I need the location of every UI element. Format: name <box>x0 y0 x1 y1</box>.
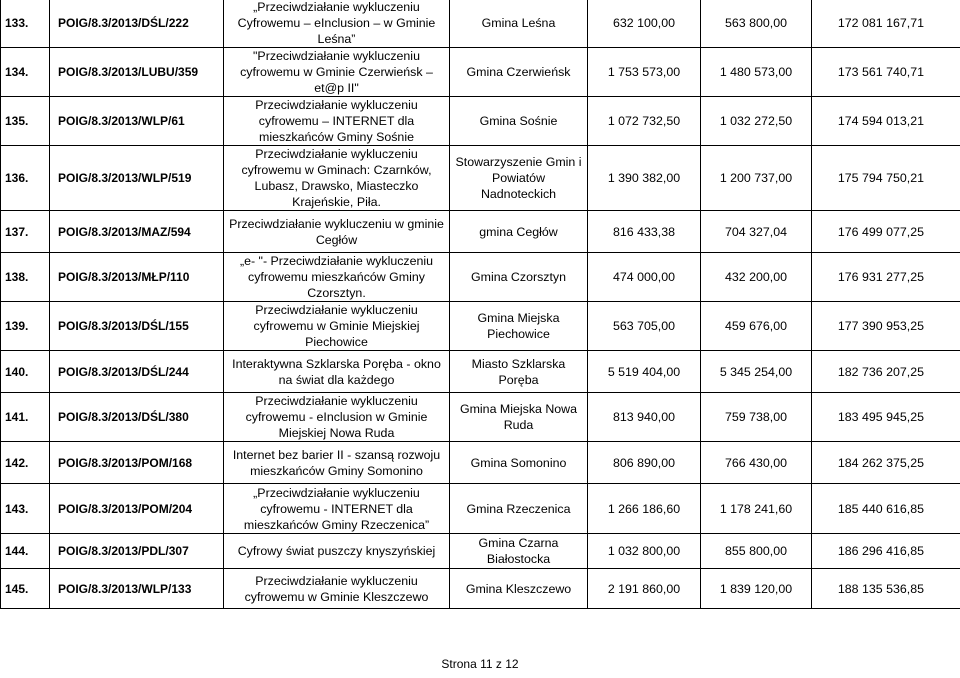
cumulative-value-cell: 175 794 750,21 <box>812 146 960 211</box>
row-number-cell: 133. <box>1 0 50 48</box>
row-number-cell: 143. <box>1 484 50 534</box>
eligible-value-cell: 1 200 737,00 <box>701 146 812 211</box>
project-code-cell: POIG/8.3/2013/DŚL/244 <box>50 351 224 393</box>
beneficiary-cell: Gmina Leśna <box>450 0 588 48</box>
row-number-cell: 135. <box>1 97 50 146</box>
total-value-cell: 474 000,00 <box>588 253 701 302</box>
project-code-cell: POIG/8.3/2013/DŚL/155 <box>50 302 224 351</box>
cumulative-value-cell: 173 561 740,71 <box>812 48 960 97</box>
total-value-cell: 816 433,38 <box>588 211 701 253</box>
row-number-cell: 136. <box>1 146 50 211</box>
cumulative-value-cell: 177 390 953,25 <box>812 302 960 351</box>
beneficiary-cell: Gmina Czorsztyn <box>450 253 588 302</box>
cumulative-value-cell: 172 081 167,71 <box>812 0 960 48</box>
table-row <box>1 442 960 484</box>
table-row <box>1 0 960 48</box>
row-number-cell: 139. <box>1 302 50 351</box>
eligible-value-cell: 759 738,00 <box>701 393 812 442</box>
row-number-cell: 137. <box>1 211 50 253</box>
row-number-cell: 134. <box>1 48 50 97</box>
table-row <box>1 211 960 253</box>
total-value-cell: 1 072 732,50 <box>588 97 701 146</box>
beneficiary-cell: Gmina Miejska Piechowice <box>450 302 588 351</box>
cumulative-value-cell: 176 499 077,25 <box>812 211 960 253</box>
eligible-value-cell: 766 430,00 <box>701 442 812 484</box>
project-code-cell: POIG/8.3/2013/DŚL/222 <box>50 0 224 48</box>
project-code-cell: POIG/8.3/2013/PDL/307 <box>50 534 224 569</box>
total-value-cell: 1 753 573,00 <box>588 48 701 97</box>
eligible-value-cell: 704 327,04 <box>701 211 812 253</box>
eligible-value-cell: 432 200,00 <box>701 253 812 302</box>
table-row <box>1 97 960 146</box>
total-value-cell: 1 390 382,00 <box>588 146 701 211</box>
project-code-cell: POIG/8.3/2013/POM/204 <box>50 484 224 534</box>
beneficiary-cell: Gmina Somonino <box>450 442 588 484</box>
project-title-cell: Przeciwdziałanie wykluczeniu cyfrowemu w Gminie Miejskiej Piechowice <box>224 302 450 351</box>
total-value-cell: 806 890,00 <box>588 442 701 484</box>
row-number-cell: 144. <box>1 534 50 569</box>
cumulative-value-cell: 186 296 416,85 <box>812 534 960 569</box>
project-title-cell: Interaktywna Szklarska Poręba - okno na świat dla każdego <box>224 351 450 393</box>
eligible-value-cell: 1 178 241,60 <box>701 484 812 534</box>
project-title-cell: Cyfrowy świat puszczy knyszyńskiej <box>224 534 450 569</box>
cumulative-value-cell: 185 440 616,85 <box>812 484 960 534</box>
project-title-cell: Przeciwdziałanie wykluczeniu cyfrowemu – INTERNET dla mieszkańców Gminy Sośnie <box>224 97 450 146</box>
cumulative-value-cell: 174 594 013,21 <box>812 97 960 146</box>
project-code-cell: POIG/8.3/2013/WLP/519 <box>50 146 224 211</box>
table-row <box>1 253 960 302</box>
cumulative-value-cell: 188 135 536,85 <box>812 569 960 609</box>
row-number-cell: 141. <box>1 393 50 442</box>
project-title-cell: „Przeciwdziałanie wykluczeniu cyfrowemu - INTERNET dla mieszkańców Gminy Rzeczenica” <box>224 484 450 534</box>
page-number: Strona 11 z 12 <box>441 657 519 671</box>
table-row <box>1 484 960 534</box>
eligible-value-cell: 459 676,00 <box>701 302 812 351</box>
beneficiary-cell: Gmina Miejska Nowa Ruda <box>450 393 588 442</box>
page-footer <box>0 656 960 672</box>
total-value-cell: 5 519 404,00 <box>588 351 701 393</box>
table-row <box>1 569 960 609</box>
row-number-cell: 145. <box>1 569 50 609</box>
project-title-cell: Przeciwdziałanie wykluczeniu cyfrowemu w Gminie Kleszczewo <box>224 569 450 609</box>
table-row <box>1 302 960 351</box>
project-title-cell: Przeciwdziałanie wykluczeniu w gminie Cegłów <box>224 211 450 253</box>
table-row <box>1 48 960 97</box>
row-number-cell: 138. <box>1 253 50 302</box>
project-code-cell: POIG/8.3/2013/WLP/61 <box>50 97 224 146</box>
project-code-cell: POIG/8.3/2013/DŚL/380 <box>50 393 224 442</box>
project-title-cell: Przeciwdziałanie wykluczeniu cyfrowemu - eInclusion w Gminie Miejskiej Nowa Ruda <box>224 393 450 442</box>
table-row <box>1 534 960 569</box>
project-code-cell: POIG/8.3/2013/LUBU/359 <box>50 48 224 97</box>
beneficiary-cell: Gmina Czarna Białostocka <box>450 534 588 569</box>
table-row <box>1 351 960 393</box>
beneficiary-cell: Miasto Szklarska Poręba <box>450 351 588 393</box>
project-code-cell: POIG/8.3/2013/POM/168 <box>50 442 224 484</box>
total-value-cell: 563 705,00 <box>588 302 701 351</box>
project-title-cell: Internet bez barier II - szansą rozwoju mieszkańców Gminy Somonino <box>224 442 450 484</box>
beneficiary-cell: Stowarzyszenie Gmin i Powiatów Nadnoteckich <box>450 146 588 211</box>
cumulative-value-cell: 183 495 945,25 <box>812 393 960 442</box>
project-title-cell: Przeciwdziałanie wykluczeniu cyfrowemu w Gminach: Czarnków, Lubasz, Drawsko, Miasteczko Krajeńskie, Piła. <box>224 146 450 211</box>
beneficiary-cell: Gmina Rzeczenica <box>450 484 588 534</box>
beneficiary-cell: Gmina Sośnie <box>450 97 588 146</box>
row-number-cell: 140. <box>1 351 50 393</box>
table-row <box>1 393 960 442</box>
beneficiary-cell: gmina Cegłów <box>450 211 588 253</box>
eligible-value-cell: 1 032 272,50 <box>701 97 812 146</box>
table-row <box>1 146 960 211</box>
project-code-cell: POIG/8.3/2013/MAZ/594 <box>50 211 224 253</box>
row-number-cell: 142. <box>1 442 50 484</box>
project-code-cell: POIG/8.3/2013/WLP/133 <box>50 569 224 609</box>
project-code-cell: POIG/8.3/2013/MŁP/110 <box>50 253 224 302</box>
cumulative-value-cell: 184 262 375,25 <box>812 442 960 484</box>
beneficiary-cell: Gmina Kleszczewo <box>450 569 588 609</box>
eligible-value-cell: 5 345 254,00 <box>701 351 812 393</box>
eligible-value-cell: 855 800,00 <box>701 534 812 569</box>
project-title-cell: „Przeciwdziałanie wykluczeniu Cyfrowemu – eInclusion – w Gminie Leśna” <box>224 0 450 48</box>
eligible-value-cell: 563 800,00 <box>701 0 812 48</box>
cumulative-value-cell: 176 931 277,25 <box>812 253 960 302</box>
eligible-value-cell: 1 480 573,00 <box>701 48 812 97</box>
total-value-cell: 1 032 800,00 <box>588 534 701 569</box>
beneficiary-cell: Gmina Czerwieńsk <box>450 48 588 97</box>
table-body <box>1 0 960 609</box>
total-value-cell: 1 266 186,60 <box>588 484 701 534</box>
eligible-value-cell: 1 839 120,00 <box>701 569 812 609</box>
project-title-cell: "Przeciwdziałanie wykluczeniu cyfrowemu w Gminie Czerwieńsk – et@p II" <box>224 48 450 97</box>
cumulative-value-cell: 182 736 207,25 <box>812 351 960 393</box>
total-value-cell: 813 940,00 <box>588 393 701 442</box>
total-value-cell: 632 100,00 <box>588 0 701 48</box>
total-value-cell: 2 191 860,00 <box>588 569 701 609</box>
project-title-cell: „e- "- Przeciwdziałanie wykluczeniu cyfrowemu mieszkańców Gminy Czorsztyn. <box>224 253 450 302</box>
